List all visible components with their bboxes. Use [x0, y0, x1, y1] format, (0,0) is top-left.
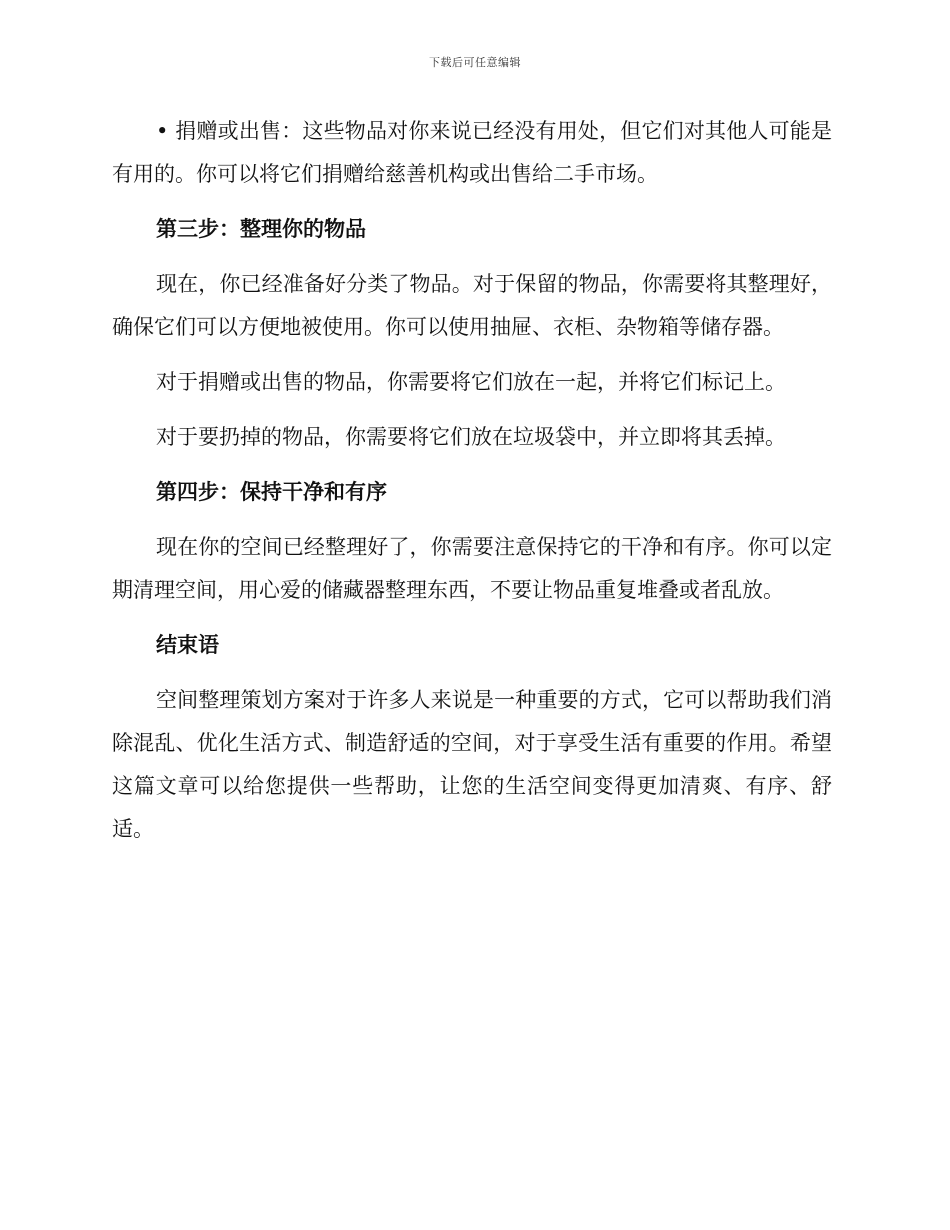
spacer — [112, 251, 832, 263]
paragraph-keep-clean: 现在你的空间已经整理好了，你需要注意保持它的干净和有序。你可以定期清理空间，用心爱的储藏器整理东西，不要让物品重复堆叠或者乱放。 — [112, 535, 832, 602]
spacer — [112, 514, 832, 526]
paragraph-donate-or-sell: • 捐赠或出售：这些物品对你来说已经没有用处，但它们对其他人可能是有用的。你可以将它们捐赠给慈善机构或出售给二手市场。 — [112, 119, 832, 186]
spacer — [112, 612, 832, 624]
section-heading-conclusion: 结束语 — [156, 633, 219, 657]
spacer — [112, 667, 832, 679]
paragraph-discard-items: 对于要扔掉的物品，你需要将它们放在垃圾袋中，并立即将其丢掉。 — [156, 425, 786, 449]
section-heading-step-three: 第三步：整理你的物品 — [156, 217, 366, 241]
paragraph-organize-kept-items: 现在，你已经准备好分类了物品。对于保留的物品，你需要将其整理好，确保它们可以方便地被使用。你可以使用抽屉、衣柜、杂物箱等储存器。 — [112, 272, 832, 339]
spacer — [112, 196, 832, 208]
paragraph-conclusion: 空间整理策划方案对于许多人来说是一种重要的方式，它可以帮助我们消除混乱、优化生活方式、制造舒适的空间，对于享受生活有重要的作用。希望这篇文章可以给您提供一些帮助，让您的生活空间变得更加清爽、有序、舒适。 — [112, 688, 832, 841]
section-heading-step-four: 第四步：保持干净和有序 — [156, 480, 387, 504]
paragraph-donate-items: 对于捐赠或出售的物品，你需要将它们放在一起，并将它们标记上。 — [156, 370, 786, 394]
header-note: 下载后可任意编辑 — [429, 56, 521, 69]
spacer — [112, 349, 832, 361]
spacer — [112, 404, 832, 416]
spacer — [112, 459, 832, 471]
document-body — [112, 110, 832, 851]
